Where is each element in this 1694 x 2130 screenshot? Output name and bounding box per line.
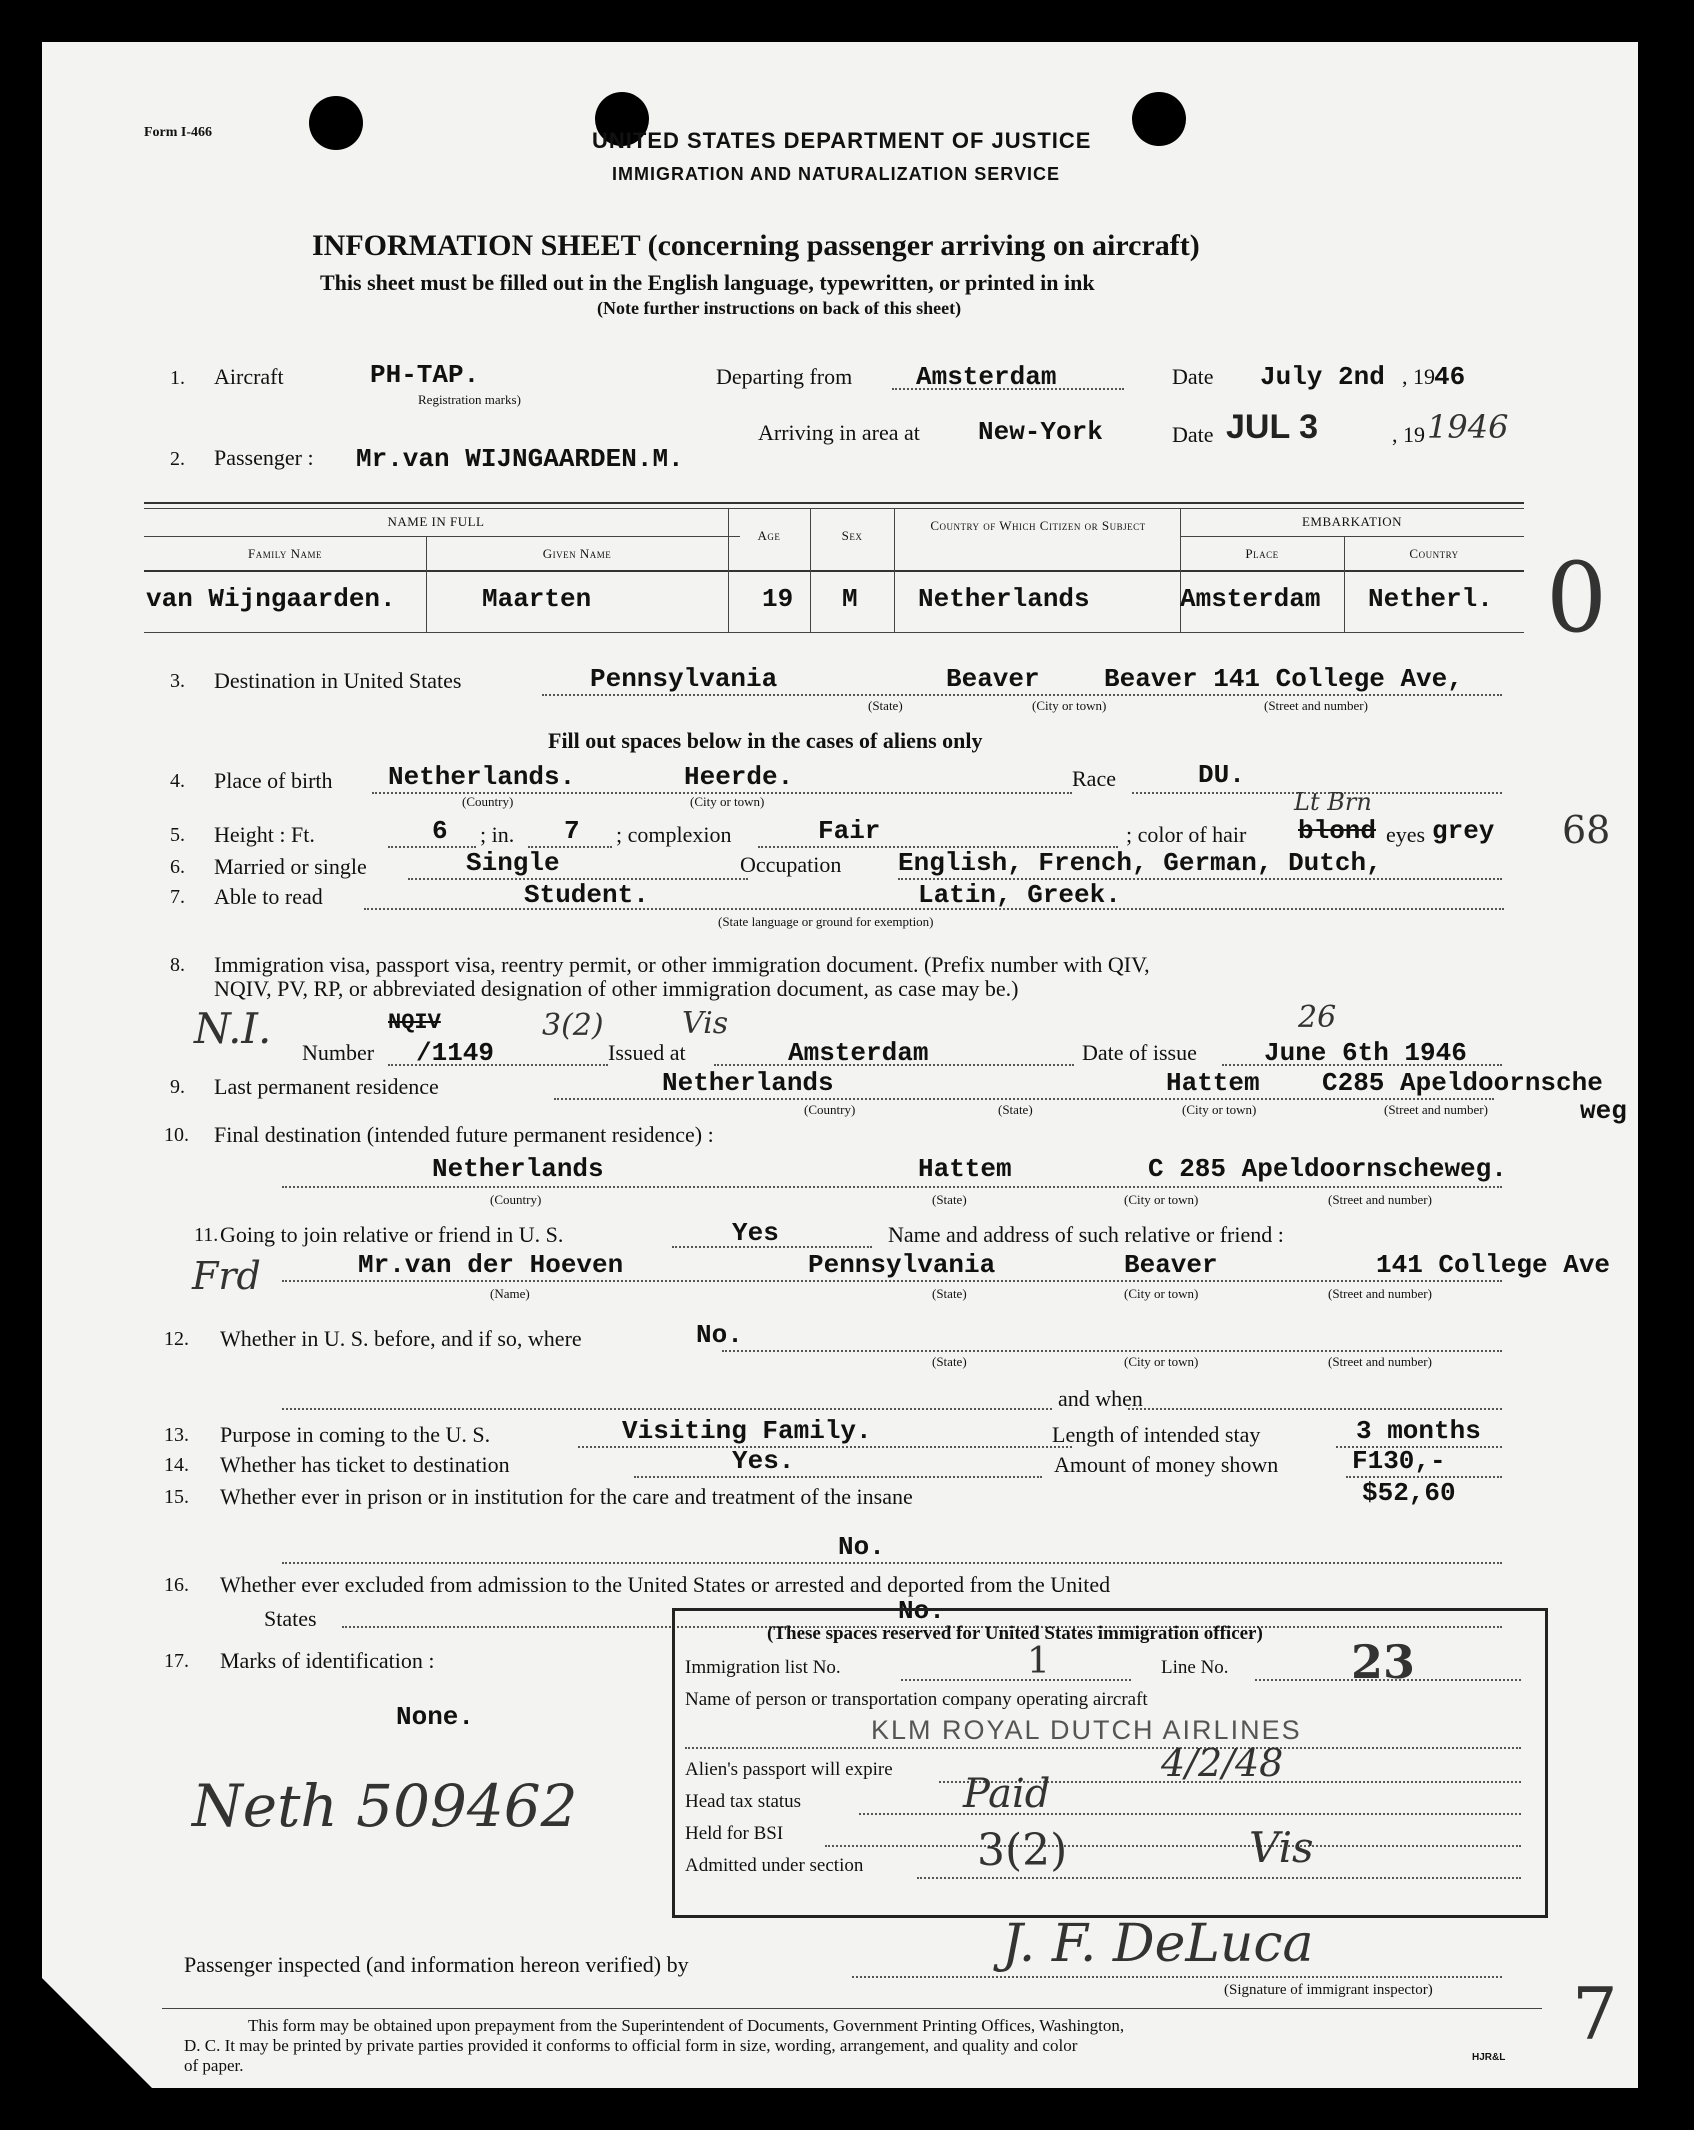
passport-number-handwritten: Neth 509462 [192, 1772, 578, 1840]
form-number: Form I-466 [144, 125, 213, 140]
country-caption: (Country) [490, 1192, 542, 1207]
place-header: Place [1245, 546, 1279, 561]
number-label: Number [302, 1040, 375, 1065]
city-caption: (City or town) [1124, 1192, 1199, 1207]
country-caption: (Country) [462, 794, 514, 809]
height-feet: 6 [432, 816, 448, 846]
language-caption: (State language or ground for exemption) [718, 914, 934, 929]
visa-hand-date: 26 [1298, 1000, 1337, 1035]
punch-hole [309, 96, 363, 150]
embarkation-place-cell: Amsterdam [1180, 584, 1321, 614]
dotted-line [282, 1186, 1502, 1188]
passenger-label: Passenger : [214, 445, 314, 470]
hair-label: ; color of hair [1126, 822, 1247, 847]
printer-mark: HJR&L [1472, 2052, 1506, 2063]
read-label: Able to read [214, 884, 323, 909]
visa-hand-section: 3(2) [542, 1008, 604, 1043]
relative-state: Pennsylvania [808, 1250, 996, 1280]
dotted-line [578, 1446, 1072, 1448]
passport-expiry-value: 4/2/48 [1161, 1741, 1284, 1785]
item-number: 11. [194, 1224, 219, 1246]
city-caption: (City or town) [1124, 1354, 1199, 1369]
state-caption: (State) [932, 1354, 967, 1369]
city-caption: (City or town) [690, 794, 765, 809]
aliens-heading: Fill out spaces below in the cases of aliens only [548, 728, 983, 753]
punch-hole [1132, 92, 1186, 146]
form-note: (Note further instructions on back of this sheet) [597, 298, 962, 318]
previous-visit-label: Whether in U. S. before, and if so, where [220, 1326, 582, 1351]
excluded-label-2: States [264, 1606, 317, 1631]
residence-street-2: weg [1580, 1096, 1627, 1126]
bsi-label: Held for BSI [685, 1823, 784, 1844]
residence-country: Netherlands [662, 1068, 834, 1098]
arriving-value: New-York [978, 417, 1103, 447]
excluded-label: Whether ever excluded from admission to the United States or arrested and deported from the United [220, 1572, 1111, 1597]
read-value: Latin, Greek. [918, 880, 1121, 910]
marital-label: Married or single [214, 854, 367, 879]
stay-label: Length of intended stay [1052, 1422, 1261, 1447]
prison-value: No. [838, 1532, 885, 1562]
departing-value: Amsterdam [916, 362, 1057, 392]
aircraft-label: Aircraft [214, 364, 284, 389]
dotted-line [282, 1280, 1502, 1282]
item-number: 6. [170, 856, 185, 878]
age-header: Age [757, 528, 781, 543]
birth-country: Netherlands. [388, 762, 576, 792]
birth-city: Heerde. [684, 762, 794, 792]
destination-city: Beaver [946, 664, 1040, 694]
item-number: 10. [164, 1124, 189, 1146]
item-number: 17. [164, 1650, 189, 1672]
dotted-line [722, 1350, 1502, 1352]
table-rule [144, 502, 1524, 504]
dotted-line [892, 388, 1124, 390]
departing-label: Departing from [716, 364, 853, 389]
final-country: Netherlands [432, 1154, 604, 1184]
race-value: DU. [1198, 760, 1245, 790]
city-caption: (City or town) [1124, 1286, 1199, 1301]
given-name-cell: Maarten [482, 584, 592, 614]
hair-value: blond [1298, 816, 1377, 846]
table-rule [144, 632, 1524, 633]
year-label: , 19 [1402, 364, 1435, 389]
page-mark: 7 [1572, 1972, 1618, 2056]
dotted-line [542, 694, 1502, 696]
company-label: Name of person or transportation company operating aircraft [685, 1689, 1148, 1710]
excluded-value: No. [898, 1596, 945, 1626]
form-sheet [42, 42, 1638, 2088]
dotted-line [825, 1845, 1521, 1847]
dotted-line [634, 1476, 1042, 1478]
family-name-cell: van Wijngaarden. [146, 584, 396, 614]
item-number: 5. [170, 824, 185, 846]
name-in-full-header: NAME IN FULL [387, 514, 485, 529]
eyes-value: grey [1432, 816, 1495, 846]
item-number: 9. [170, 1076, 185, 1098]
officer-box-heading: (These spaces reserved for United States immigration officer) [767, 1623, 1263, 1644]
margin-mark: 0 [1546, 542, 1608, 654]
registration-caption: Registration marks) [418, 392, 521, 407]
state-caption: (State) [932, 1286, 967, 1301]
item-number: 7. [170, 886, 185, 908]
citizen-cell: Netherlands [918, 584, 1090, 614]
item-number: 13. [164, 1424, 189, 1446]
table-rule [894, 508, 895, 632]
purpose-value: Visiting Family. [622, 1416, 872, 1446]
complexion-value: Fair [818, 816, 881, 846]
line-no-label: Line No. [1161, 1657, 1229, 1678]
footer-rule [162, 2008, 1542, 2009]
given-name-header: Given Name [542, 546, 612, 561]
destination-state: Pennsylvania [590, 664, 778, 694]
list-no-label: Immigration list No. [685, 1657, 841, 1678]
street-caption: (Street and number) [1328, 1286, 1432, 1301]
inspector-signature: J. F. DeLuca [1002, 1914, 1314, 1974]
dotted-line [859, 1813, 1521, 1815]
margin-note: 68 [1562, 808, 1611, 852]
relative-street: 141 College Ave [1376, 1250, 1611, 1280]
hair-correction: Lt Brn [1294, 788, 1372, 816]
city-caption: (City or town) [1032, 698, 1107, 713]
final-street: C 285 Apeldoornscheweg. [1148, 1154, 1507, 1184]
dotted-line [388, 846, 476, 848]
money-value-2: $52,60 [1362, 1478, 1456, 1508]
languages-value: English, French, German, Dutch, [898, 848, 1382, 878]
citizen-country-header: Country of Which Citizen or Subject [930, 518, 1146, 533]
embarkation-country-header: Country [1409, 546, 1459, 561]
marital-value: Single [466, 848, 560, 878]
table-rule [144, 570, 1524, 572]
relative-label: Name and address of such relative or friend : [888, 1222, 1284, 1247]
state-caption: (State) [932, 1192, 967, 1207]
height-label: Height : Ft. [214, 822, 315, 847]
issue-date-label: Date of issue [1082, 1040, 1197, 1065]
inches-label: ; in. [480, 822, 515, 847]
dotted-line [917, 1877, 1521, 1879]
list-no-value: 1 [1027, 1641, 1050, 1682]
visa-hand-prefix: N.I. [194, 1004, 272, 1053]
marks-label: Marks of identification : [220, 1648, 435, 1673]
visa-text-1: Immigration visa, passport visa, reentry permit, or other immigration document. (Prefix number with QIV, [214, 952, 1150, 977]
country-caption: (Country) [804, 1102, 856, 1117]
signature-caption: (Signature of immigrant inspector) [1224, 1982, 1433, 1998]
destination-street: Beaver 141 College Ave, [1104, 664, 1463, 694]
table-rule [1180, 536, 1524, 537]
inspection-label: Passenger inspected (and information hereon verified) by [184, 1952, 689, 1977]
occupation-value: Student. [524, 880, 649, 910]
head-tax-label: Head tax status [685, 1791, 802, 1812]
item-number: 8. [170, 954, 185, 976]
arrival-date-stamp: JUL 3 [1226, 408, 1318, 446]
street-caption: (Street and number) [1328, 1192, 1432, 1207]
service-name: IMMIGRATION AND NATURALIZATION SERVICE [612, 164, 1060, 184]
visa-prefix: NQIV [388, 1010, 441, 1035]
destination-label: Destination in United States [214, 668, 462, 693]
passenger-value: Mr.van WIJNGAARDEN.M. [356, 444, 684, 474]
form-subtitle: This sheet must be filled out in the English language, typewritten, or printed in ink [320, 270, 1095, 295]
aircraft-value: PH-TAP. [370, 360, 480, 390]
relative-name: Mr.van der Hoeven [358, 1250, 624, 1280]
ticket-label: Whether has ticket to destination [220, 1452, 510, 1477]
embarkation-country-cell: Netherl. [1368, 584, 1493, 614]
residence-city: Hattem [1166, 1068, 1260, 1098]
item-number: 15. [164, 1486, 189, 1508]
footer-line-3: of paper. [184, 2056, 244, 2075]
footer-line-1: This form may be obtained upon prepayment from the Superintendent of Documents, Government Printing Offices, Washington, [248, 2016, 1125, 2035]
money-value: F130,- [1352, 1446, 1446, 1476]
head-tax-value: Paid [963, 1771, 1051, 1817]
dotted-line [901, 1679, 1131, 1681]
sex-header: Sex [841, 528, 863, 543]
dotted-line [282, 1562, 1502, 1564]
departure-year: 46 [1434, 362, 1466, 392]
item-number: 1. [170, 367, 185, 389]
when-label: and when [1058, 1386, 1143, 1411]
issued-label: Issued at [608, 1040, 686, 1065]
embarkation-header: EMBARKATION [1301, 514, 1403, 529]
age-cell: 19 [762, 584, 794, 614]
join-label: Going to join relative or friend in U. S. [220, 1222, 564, 1247]
complexion-label: ; complexion [616, 822, 732, 847]
departure-date: July 2nd [1260, 362, 1385, 392]
ticket-value: Yes. [732, 1446, 795, 1476]
date-label: Date [1172, 364, 1214, 389]
previous-visit-value: No. [696, 1320, 743, 1350]
form-title: INFORMATION SHEET (concerning passenger arriving on aircraft) [312, 229, 1200, 262]
footer-line-2: D. C. It may be printed by private parties provided it conforms to official form in size, wording, arrangement, and quality and color [184, 2036, 1078, 2055]
sex-cell: M [842, 584, 858, 614]
table-rule [144, 508, 1524, 509]
final-state: Hattem [918, 1154, 1012, 1184]
dotted-line [852, 1976, 1502, 1978]
issued-value: Amsterdam [788, 1038, 929, 1068]
company-value: KLM ROYAL DUTCH AIRLINES [871, 1715, 1302, 1745]
arrival-year-label: , 19 [1392, 422, 1425, 447]
admitted-section: 3(2) [977, 1825, 1068, 1876]
dotted-line [554, 1098, 1494, 1100]
birthplace-label: Place of birth [214, 768, 333, 793]
item-number: 3. [170, 670, 185, 692]
state-caption: (State) [868, 698, 903, 713]
dotted-line [1128, 1408, 1502, 1410]
name-caption: (Name) [490, 1286, 530, 1301]
street-caption: (Street and number) [1328, 1354, 1432, 1369]
issue-date-value: June 6th 1946 [1264, 1038, 1467, 1068]
item-number: 4. [170, 770, 185, 792]
arriving-label: Arriving in area at [758, 420, 920, 445]
item-number: 16. [164, 1574, 189, 1596]
marks-value: None. [396, 1702, 475, 1732]
purpose-label: Purpose in coming to the U. S. [220, 1422, 491, 1447]
family-name-header: Family Name [248, 546, 322, 561]
dotted-line [685, 1747, 1521, 1749]
table-rule [144, 536, 740, 537]
residence-street: C285 Apeldoornsche [1322, 1068, 1603, 1098]
residence-label: Last permanent residence [214, 1074, 439, 1099]
line-no-value: 23 [1351, 1635, 1416, 1689]
relative-city: Beaver [1124, 1250, 1218, 1280]
item-number: 14. [164, 1454, 189, 1476]
relationship-note: Frd [192, 1254, 261, 1298]
item-number: 2. [170, 448, 185, 470]
admitted-note: Vis [1249, 1823, 1314, 1872]
money-label: Amount of money shown [1054, 1452, 1279, 1477]
state-caption: (State) [998, 1102, 1033, 1117]
join-value: Yes [732, 1218, 779, 1248]
dotted-line [282, 1408, 1052, 1410]
passport-expiry-label: Alien's passport will expire [685, 1759, 893, 1780]
visa-hand-class: Vis [682, 1006, 729, 1041]
eyes-label: eyes [1386, 822, 1426, 847]
street-caption: (Street and number) [1384, 1102, 1488, 1117]
admitted-label: Admitted under section [685, 1855, 864, 1876]
visa-text-2: NQIV, PV, RP, or abbreviated designation of other immigration document, as case may be.) [214, 976, 1019, 1001]
officer-box [672, 1608, 1548, 1918]
department-name: UNITED STATES DEPARTMENT OF JUSTICE [592, 128, 1092, 153]
visa-number: /1149 [416, 1038, 495, 1068]
city-caption: (City or town) [1182, 1102, 1257, 1117]
street-caption: (Street and number) [1264, 698, 1368, 713]
occupation-label: Occupation [740, 852, 842, 877]
table-rule [728, 508, 729, 632]
stay-value: 3 months [1356, 1416, 1481, 1446]
table-rule [810, 508, 811, 632]
torn-corner [42, 1978, 152, 2088]
arrival-year: 1946 [1427, 408, 1509, 446]
arrival-date-label: Date [1172, 422, 1214, 447]
prison-label: Whether ever in prison or in institution for the care and treatment of the insane [220, 1484, 913, 1509]
race-label: Race [1072, 766, 1116, 791]
final-destination-label: Final destination (intended future permanent residence) : [214, 1122, 714, 1147]
item-number: 12. [164, 1328, 189, 1350]
height-inches: 7 [564, 816, 580, 846]
